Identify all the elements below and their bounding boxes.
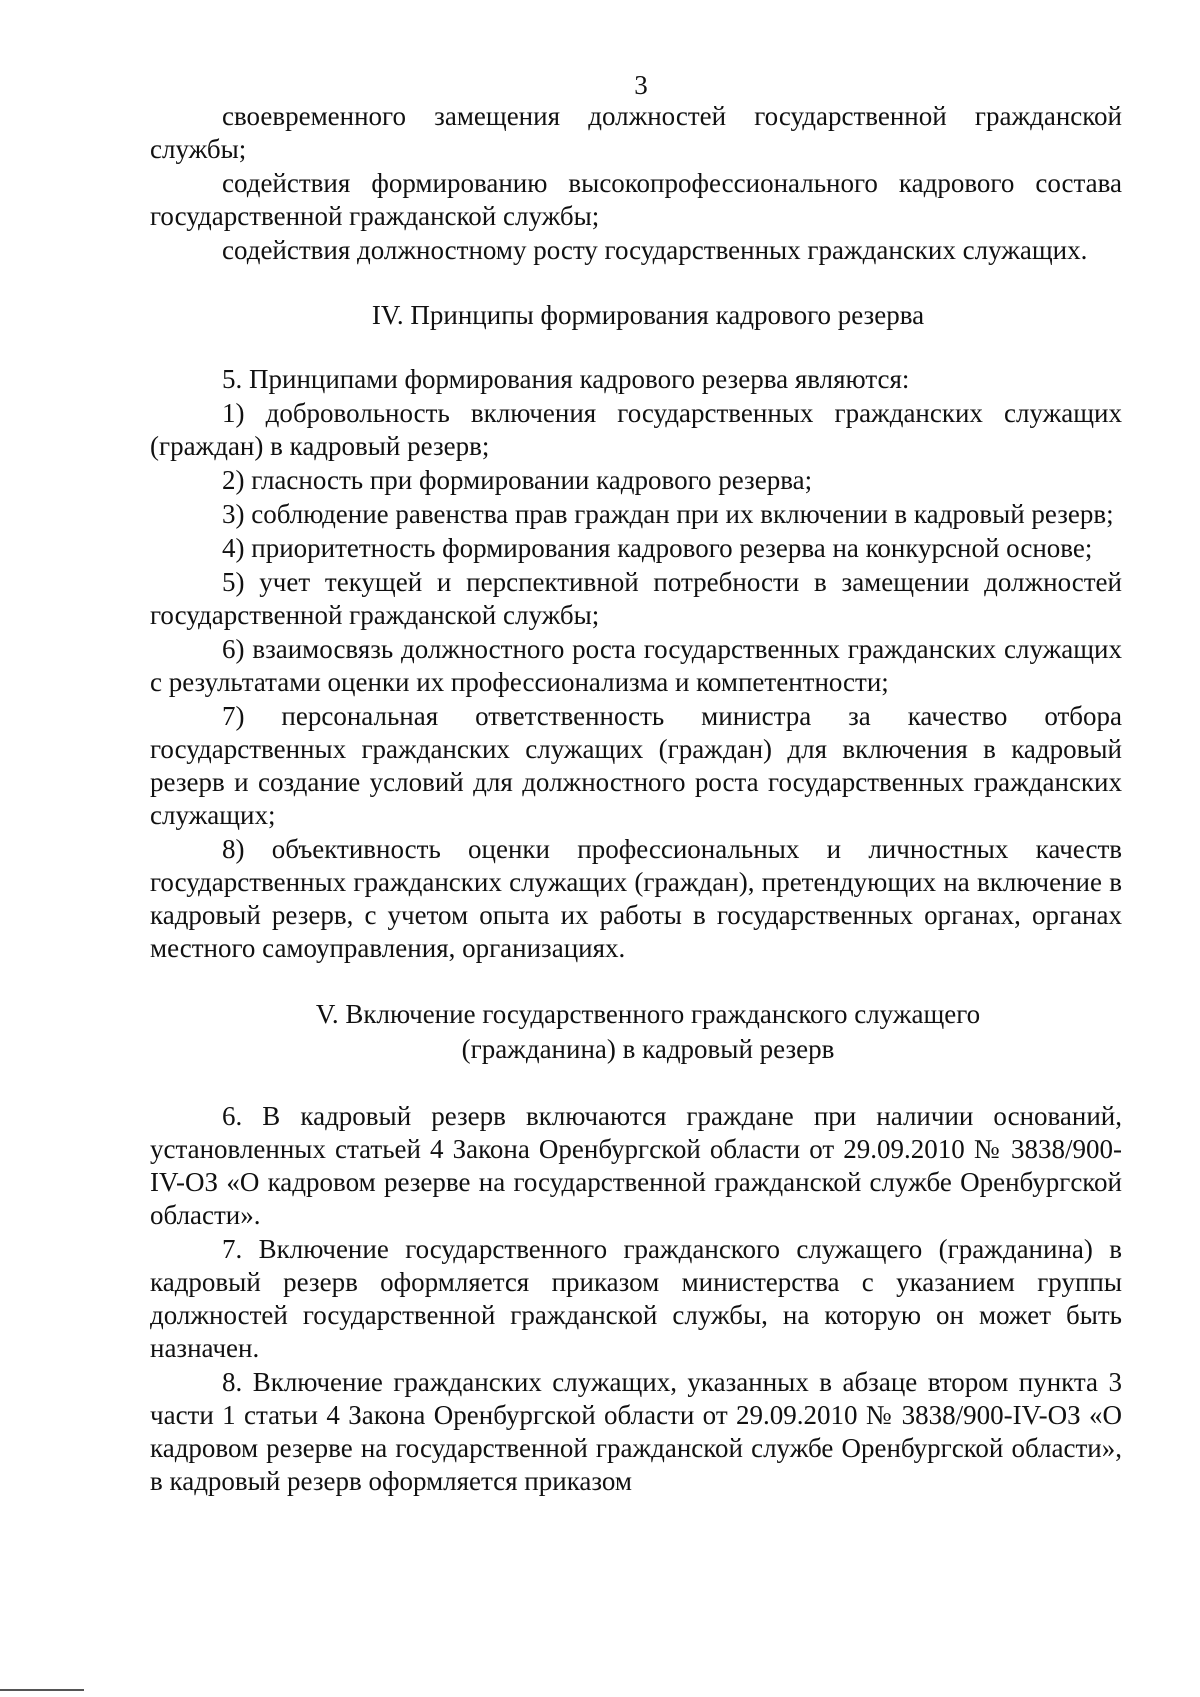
section-v-title-line2: (гражданина) в кадровый резерв bbox=[461, 1034, 835, 1064]
section-iv-title: IV. Принципы формирования кадрового резерва bbox=[371, 300, 925, 330]
intro-paragraph-3: содействия должностному росту государственных гражданских служащих. bbox=[222, 235, 1088, 265]
section-v-title-line1: V. Включение государственного гражданского служащего bbox=[315, 999, 981, 1029]
principle-item-4: 4) приоритетность формирования кадрового резерва на конкурсной основе; bbox=[222, 533, 1093, 563]
principle-item-6: 6) взаимосвязь должностного роста государственных гражданских служащих с результатами оценки их профессионализма и компетентности; bbox=[150, 634, 1122, 697]
principle-item-5: 5) учет текущей и перспективной потребности в замещении должностей государственной гражданской службы; bbox=[150, 567, 1122, 630]
section-v-paragraph-6: 6. В кадровый резерв включаются граждане при наличии оснований, установленных статьей 4 Закона Оренбургской области от 29.09.2010 № 3838/900-IV-ОЗ «О кадровом резерве на государственной гражданской службе Оренбургской области». bbox=[150, 1101, 1122, 1230]
principle-item-2: 2) гласность при формировании кадрового резерва; bbox=[222, 465, 813, 495]
intro-paragraph-1: своевременного замещения должностей государственной гражданской службы; bbox=[150, 101, 1122, 164]
principle-item-3: 3) соблюдение равенства прав граждан при их включении в кадровый резерв; bbox=[222, 499, 1114, 529]
page-number: 3 bbox=[634, 70, 648, 100]
principle-item-1: 1) добровольность включения государственных гражданских служащих (граждан) в кадровый резерв; bbox=[150, 398, 1122, 461]
scan-edge-mark bbox=[0, 1689, 84, 1691]
principle-item-8: 8) объективность оценки профессиональных и личностных качеств государственных гражданских служащих (граждан), претендующих на включение в кадровый резерв, с учетом опыта их работы в государственных органах, органах местного самоуправления, организациях. bbox=[150, 834, 1122, 963]
section-v-paragraph-7: 7. Включение государственного гражданского служащего (гражданина) в кадровый резерв оформляется приказом министерства с указанием группы должностей государственной гражданской службы, на которую он может быть назначен. bbox=[150, 1234, 1122, 1363]
intro-paragraph-2: содействия формированию высокопрофессионального кадрового состава государственной гражданской службы; bbox=[150, 168, 1122, 231]
section-iv-lead: 5. Принципами формирования кадрового резерва являются: bbox=[222, 364, 910, 394]
principle-item-7: 7) персональная ответственность министра за качество отбора государственных гражданских служащих (граждан) для включения в кадровый резерв и создание условий для должностного роста государственных гражданских служащих; bbox=[150, 701, 1122, 830]
section-v-title bbox=[150, 997, 1122, 1067]
section-v-paragraph-8: 8. Включение гражданских служащих, указанных в абзаце втором пункта 3 части 1 статьи 4 Закона Оренбургской области от 29.09.2010 № 3838/900-IV-ОЗ «О кадровом резерве на государственной гражданской службе Оренбургской области», в кадровый резерв оформляется приказом bbox=[150, 1367, 1122, 1496]
